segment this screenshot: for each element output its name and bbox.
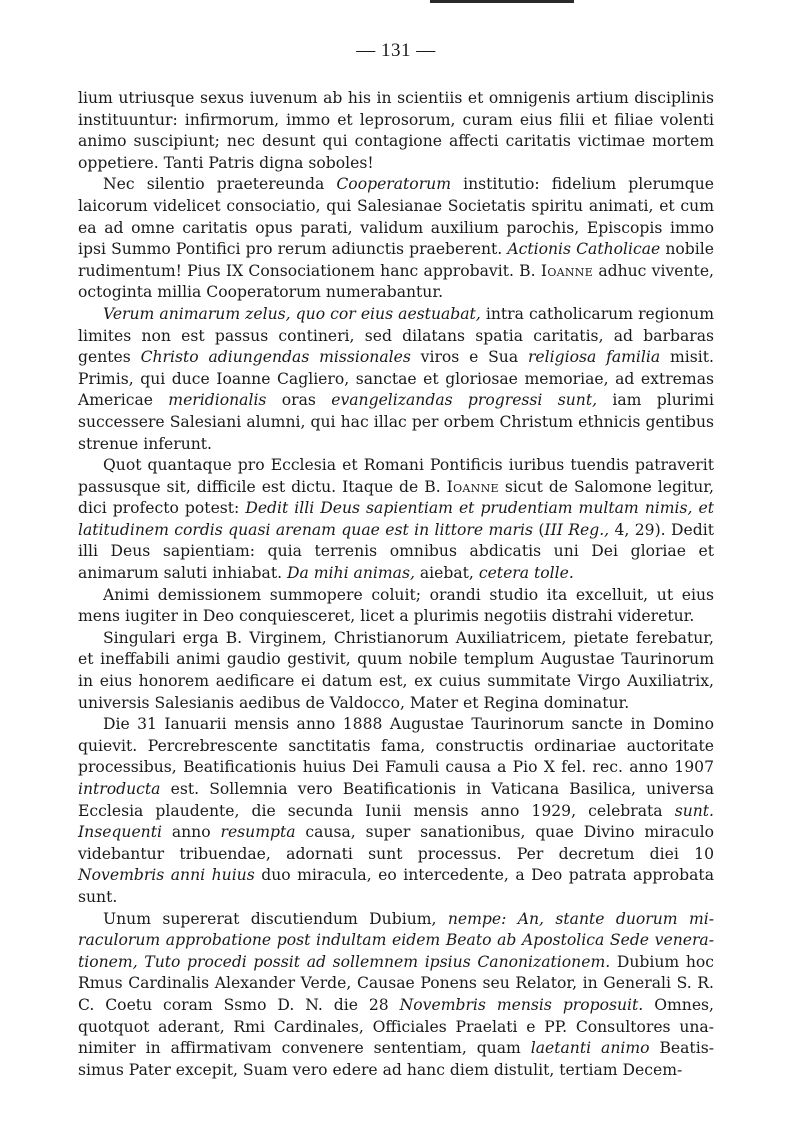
- text-run: oras: [266, 391, 332, 410]
- italic-text: Actionis Catholicae: [507, 240, 661, 259]
- text-run: duo miracula, eo intercedente, a Deo patrata approbata sunt.: [78, 866, 714, 906]
- text-run: Omnes, quotquot aderant, Rmi Cardinales, Officiales Praelati e PP. Consultores unanimiter in affirmativam convenere sententiam, quam: [78, 995, 715, 1058]
- italic-text: introducta: [78, 780, 161, 798]
- document-page: [78, 0, 714, 1123]
- text-run: Unum supererat discutiendum Dubium,: [103, 909, 448, 928]
- text-run: adhuc vivente, octoginta millia Cooperatorum numerabantur.: [78, 261, 714, 302]
- italic-text: Dedit illi Deus sapientiam et prudentiam multam nimis, et latitudinem cordis quasi arenam quae est in littore maris: [78, 499, 714, 539]
- text-run: Animi demissionem summopere coluit; orandi studio ita excelluit, ut eius mens iugiter in Deo conquiesceret, licet a plurimis negotiis distrahi videretur.: [78, 585, 714, 626]
- text-run: viros e Sua: [410, 348, 528, 367]
- text-run: Quot quantaque pro Ecclesia et Romani Pontificis iuribus tuendis patraverit passusque sit, difficile est dictu. Itaque de B.: [78, 456, 714, 496]
- paragraph-6: [78, 628, 714, 714]
- paragraph-7: [78, 714, 714, 908]
- paragraph-4: [78, 455, 714, 585]
- body-text: [78, 88, 714, 1081]
- text-run: iam plurimi successere Salesiani alumni, qui hac illac per orbem Christum ethnicis gentibus strenue inferunt.: [78, 391, 714, 453]
- italic-text: nempe: An, stante duorum miraculorum approbatione post indultam eidem Beato ab Apostolica Sede venerationem, Tuto procedi possit ad sollemnem ipsius Canonizationem.: [78, 909, 714, 971]
- paragraph-2: [78, 174, 714, 304]
- text-run: aiebat,: [414, 564, 479, 583]
- text-run: institutio: fidelium plerumque laicorum videlicet consociatio, qui Salesianae Societatis spiritu animati, et cum ea ad omne caritatis opus parati, validum auxilium parochis, Episcopis immo ipsi Summo Pontifici pro rerum adiunctis praeberent.: [78, 175, 714, 259]
- text-run: anno: [161, 823, 221, 842]
- italic-text: Cooperatorum: [336, 175, 451, 194]
- text-run: Dubium hoc Rmus Cardinalis Alexander Verde, Causae Ponens seu Relator, in Generali S. R. C. Coetu coram Ssmo D. N. die 28: [78, 952, 714, 1014]
- top-rule: [430, 0, 574, 3]
- text-run: Singulari erga B. Virginem, Christianorum Auxiliatricem, pietate ferebatur, et ineffabili animi gaudio gestivit, quum nobile templum Augustae Taurinorum in eius honorem aedificare ei datum est, ex cuius summitate Virgo Auxiliatrix, universis Salesianis aedibus de Valdocco, Mater et Regina dominatur.: [78, 628, 714, 712]
- text-run: est. Sollemnia vero Beatificationis in Vaticana Basilica, universa Ecclesia plaudente, die secunda Iunii mensis anno 1929, celebrata: [78, 780, 714, 820]
- small-caps-name: Ioanne: [540, 261, 594, 280]
- italic-text: Novembris mensis proposuit.: [399, 995, 644, 1014]
- italic-text: Christo adiungendas missionales: [140, 348, 411, 367]
- italic-text: Verum animarum zelus, quo cor eius aestuabat,: [103, 304, 481, 323]
- text-run: 4, 29). Dedit illi Deus sapientiam: quia terrenis omnibus abdicatis uni Dei gloriae et animarum saluti inhiabat.: [78, 520, 714, 583]
- italic-text: laetanti animo: [530, 1039, 650, 1058]
- italic-text: meridionalis: [168, 391, 267, 410]
- paragraph-8: [78, 909, 714, 1082]
- text-run: Die 31 Ianuarii mensis anno 1888 Augustae Taurinorum sancte in Domino quievit. Percrebrescente sanctitatis fama, constructis ordinariae auctoritate processibus, Beatificationis huius Dei Famuli causa a Pio X fel. rec. anno 1907: [78, 715, 714, 777]
- italic-text: Insequenti: [78, 823, 162, 842]
- text-run: sicut de Salomone legitur, dici profecto potest:: [78, 477, 714, 518]
- paragraph-3: [78, 304, 714, 455]
- text-run: nobile rudimentum! Pius IX Consociationem hanc approbavit. B.: [78, 240, 714, 280]
- text-run: misit. Primis, qui duce Ioanne Cagliero, sanctae et gloriosae memoriae, ad extremas Americae: [78, 348, 714, 410]
- italic-text: evangelizandas progressi sunt,: [331, 391, 598, 410]
- italic-text: Novembris anni huius: [78, 866, 255, 885]
- italic-text: religiosa familia: [527, 348, 661, 367]
- italic-text: III Reg.,: [544, 520, 610, 539]
- italic-text: Da mihi animas,: [287, 564, 415, 583]
- text-run: lium utriusque sexus iuvenum ab his in scientiis et omnigenis artium disciplinis instituuntur: infirmorum, immo et leprosorum, curam eius filii et filiae volenti animo suscipiunt; nec desunt qui contagione affecti caritatis victimae mortem oppetiere. Tanti Patris digna soboles!: [78, 89, 714, 172]
- text-run: Nec silentio praetereunda: [103, 175, 337, 194]
- italic-text: resumpta: [220, 823, 296, 842]
- italic-text: sunt.: [674, 801, 714, 820]
- italic-text: cetera tolle.: [478, 564, 574, 583]
- page-number: — 131 —: [356, 40, 436, 61]
- paragraph-5: [78, 585, 714, 628]
- paragraph-1: [78, 88, 714, 174]
- text-run: (: [532, 520, 545, 539]
- text-run: intra catholicarum regionum limites non est passus contineri, sed dilatans spatia caritatis, ad barbaras gentes: [78, 304, 714, 367]
- text-run: Beatissimus Pater excepit, Suam vero edere ad hanc diem distulit, tertiam Decem-: [78, 1039, 714, 1079]
- small-caps-name: Ioanne: [446, 477, 499, 496]
- text-run: causa, super sanationibus, quae Divino miraculo videbantur tribuendae, adornati sunt processus. Per decretum diei 10: [78, 823, 714, 863]
